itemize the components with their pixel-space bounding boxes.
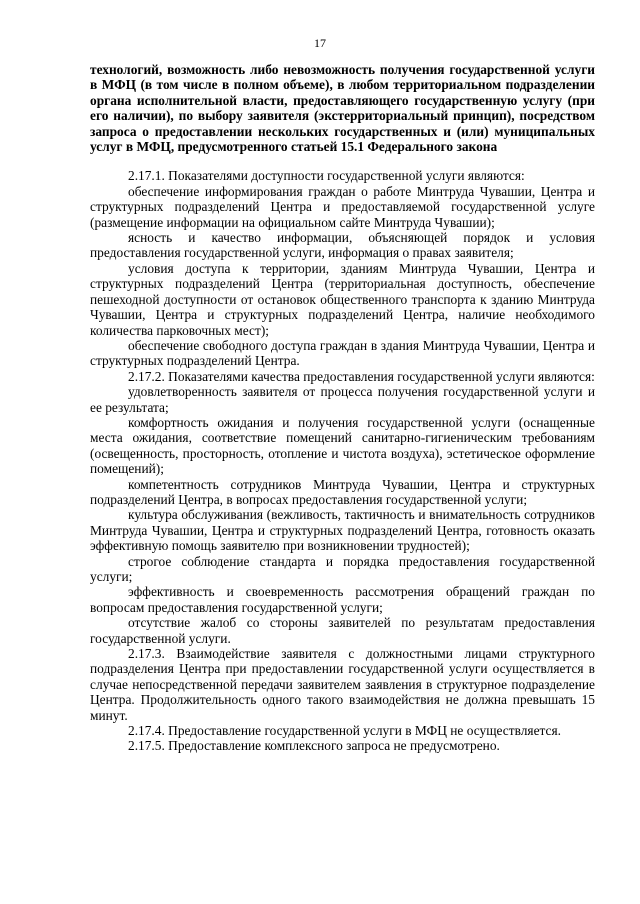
paragraph: обеспечение свободного доступа граждан в здания Минтруда Чувашии, Центра и структурных подразделений Центра. <box>90 337 595 369</box>
paragraph-2-17-3: 2.17.3. Взаимодействие заявителя с должностными лицами структурного подразделения Центра при предоставлении государственной услуги осуществляется в случае непосредственной передачи заявителем заявления в структурное подразделение Центра. Продолжительность одного такого взаимодействия не должна превышать 15 минут. <box>90 646 595 723</box>
page-number: 17 <box>314 36 326 50</box>
paragraph: комфортность ожидания и получения государственной услуги (оснащенные места ожидания, соответствие помещений санитарно-гигиеническим требованиям (освещенность, просторность, отопление и чистота воздуха), эстетическое оформление помещений); <box>90 414 595 477</box>
paragraph: отсутствие жалоб со стороны заявителей по результатам предоставления государственной услуги. <box>90 615 595 646</box>
paragraph-2-17-2: 2.17.2. Показателями качества предоставления государственной услуги являются: <box>128 368 595 384</box>
paragraph-2-17-4: 2.17.4. Предоставление государственной услуги в МФЦ не осуществляется. <box>128 723 561 739</box>
paragraph: эффективность и своевременность рассмотрения обращений граждан по вопросам предоставления государственной услуги; <box>90 584 595 615</box>
paragraph-2-17-1: 2.17.1. Показателями доступности государственной услуги являются: <box>128 168 525 184</box>
document-body <box>90 62 595 754</box>
paragraph: ясность и качество информации, объясняющей порядок и условия предоставления государственной услуги, информация о правах заявителя; <box>90 230 595 261</box>
paragraph: строгое соблюдение стандарта и порядка предоставления государственной услуги; <box>90 553 595 584</box>
paragraph: культура обслуживания (вежливость, тактичность и внимательность сотрудников Минтруда Чувашии, Центра и структурных подразделений Центра, готовность оказать эффективную помощь заявителю при возникновении трудностей); <box>90 507 595 554</box>
paragraph: удовлетворенность заявителя от процесса получения государственной услуги и ее результата; <box>90 384 595 415</box>
section-heading: технологий, возможность либо невозможность получения государственной услуги в МФЦ (в том числе в полном объеме), в любом территориальном подразделении органа исполнительной власти, предоставляющего государственную услугу (при его наличии), по выбору заявителя (экстерриториальный принцип), посредством запроса о предоставлении нескольких государственных и (или) муниципальных услуг в МФЦ, предусмотренного статьей 15.1 Федерального закона <box>90 62 595 155</box>
paragraph: обеспечение информирования граждан о работе Минтруда Чувашии, Центра и структурных подразделений Центра и предоставляемой государственной услуге (размещение информации на официальном сайте Минтруда Чувашии); <box>90 183 595 230</box>
paragraph: условия доступа к территории, зданиям Минтруда Чувашии, Центра и структурных подразделений Центра (территориальная доступность, обеспечение пешеходной доступности от остановок общественного транспорта к зданию Минтруда Чувашии, Центра и структурных подразделений Центра, наличие необходимого количества парковочных мест); <box>90 260 595 338</box>
paragraph-2-17-5: 2.17.5. Предоставление комплексного запроса не предусмотрено. <box>128 738 500 754</box>
paragraph: компетентность сотрудников Минтруда Чувашии, Центра и структурных подразделений Центра, в вопросах предоставления государственной услуги; <box>90 476 595 507</box>
